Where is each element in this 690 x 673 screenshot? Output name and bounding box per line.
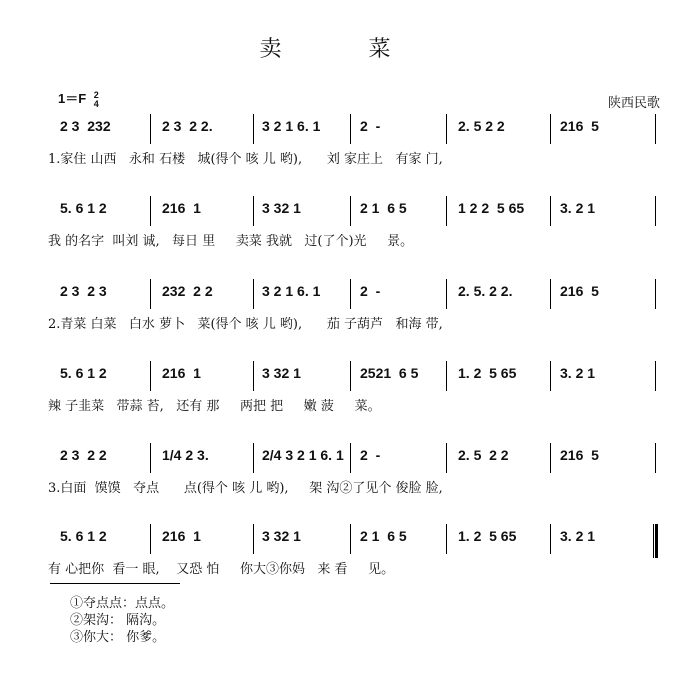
barline: [150, 524, 151, 554]
key-label: 1＝F: [58, 91, 87, 106]
barline: [350, 279, 351, 309]
measure: 3. 2 1: [560, 365, 596, 381]
key-signature: [58, 88, 99, 109]
footnote-1: ①夺点点：点点。: [70, 596, 175, 611]
barline: [150, 196, 151, 226]
barline: [655, 361, 656, 391]
score-system: [0, 283, 690, 353]
score-system: [0, 118, 690, 188]
barline: [446, 114, 447, 144]
barline: [550, 443, 551, 473]
lyrics-row: [0, 558, 690, 580]
measure: 2. 5. 2 2.: [458, 283, 513, 299]
lyric-line: 有 心把你 看一 眼, 又恐 怕 你大③你妈 来 看 见。: [48, 562, 395, 577]
measure: 2 1 6 5: [360, 200, 407, 216]
barline: [253, 524, 254, 554]
measure: 216 5: [560, 283, 599, 299]
footnote-3: ③你大： 你爹。: [70, 630, 166, 645]
footnote-rule: [50, 583, 180, 584]
notation-row: [0, 528, 690, 554]
measure: 2 3 2 2.: [162, 118, 213, 134]
lyric-line: 2.青菜 白菜 白水 萝卜 菜(得个 咳 儿 哟), 茄 子葫芦 和海 带,: [48, 317, 443, 332]
lyrics-row: [0, 477, 690, 499]
lyric-line: 我 的名字 叫刘 诚, 每日 里 卖菜 我就 过(了个)光 景。: [48, 234, 414, 249]
time-signature: [94, 91, 99, 109]
barline: [446, 443, 447, 473]
measure: 3. 2 1: [560, 200, 596, 216]
barline: [253, 443, 254, 473]
measure: 2/4 3 2 1 6. 1: [262, 447, 344, 463]
barline: [446, 524, 447, 554]
measure: 3 32 1: [262, 528, 301, 544]
barline: [253, 361, 254, 391]
notation-row: [0, 447, 690, 473]
notation-row: [0, 365, 690, 391]
measure: 232 2 2: [162, 283, 213, 299]
barline: [350, 361, 351, 391]
footnotes: [70, 595, 174, 646]
barline: [150, 114, 151, 144]
measure: 3. 2 1: [560, 528, 596, 544]
measure: 216 5: [560, 447, 599, 463]
barline: [550, 196, 551, 226]
lyric-line: 1.家住 山西 永和 石楼 城(得个 咳 儿 哟), 刘 家庄上 有家 门,: [48, 152, 443, 167]
measure: 2 -: [360, 118, 381, 134]
meter-bottom: 4: [93, 98, 99, 109]
barline: [350, 524, 351, 554]
measure: 2521 6 5: [360, 365, 419, 381]
measure: 3 32 1: [262, 365, 301, 381]
measure: 3 2 1 6. 1: [262, 118, 321, 134]
lyrics-row: [0, 148, 690, 170]
measure: 2 -: [360, 283, 381, 299]
score-system: [0, 365, 690, 435]
barline: [350, 196, 351, 226]
lyrics-row: [0, 230, 690, 252]
measure: 2. 5 2 2: [458, 447, 509, 463]
barline: [253, 279, 254, 309]
measure: 216 1: [162, 365, 201, 381]
measure: 216 5: [560, 118, 599, 134]
measure: 5. 6 1 2: [60, 528, 107, 544]
barline: [150, 279, 151, 309]
lyric-line: 辣 子韭菜 带蒜 苔, 还有 那 两把 把 嫩 菠 菜。: [48, 399, 381, 414]
measure: 2 3 2 2: [60, 447, 107, 463]
measure: 3 32 1: [262, 200, 301, 216]
composer-credit: 陕西民歌: [607, 96, 660, 111]
barline: [655, 196, 656, 226]
notation-row: [0, 283, 690, 309]
measure: 3 2 1 6. 1: [262, 283, 321, 299]
final-barline: [653, 524, 658, 558]
measure: 5. 6 1 2: [60, 365, 107, 381]
measure: 2 3 2 3: [60, 283, 107, 299]
barline: [253, 114, 254, 144]
barline: [550, 361, 551, 391]
lyric-line: 3.白面 馍馍 夺点 点(得个 咳 儿 哟), 架 沟②了见个 俊脸 脸,: [48, 481, 443, 496]
measure: 1. 2 5 65: [458, 365, 517, 381]
barline: [350, 114, 351, 144]
score-system: [0, 200, 690, 270]
score-system: [0, 447, 690, 517]
measure: 2. 5 2 2: [458, 118, 505, 134]
barline: [150, 361, 151, 391]
score-system: [0, 528, 690, 598]
footnote-2: ②架沟： 隔沟。: [70, 613, 166, 628]
barline: [150, 443, 151, 473]
song-title: 卖 菜: [259, 37, 431, 62]
measure: 216 1: [162, 528, 201, 544]
barline: [550, 114, 551, 144]
barline: [655, 279, 656, 309]
notation-row: [0, 118, 690, 144]
barline: [550, 524, 551, 554]
meter-top: 2: [93, 89, 99, 100]
barline: [446, 196, 447, 226]
barline: [655, 443, 656, 473]
notation-row: [0, 200, 690, 226]
barline: [253, 196, 254, 226]
barline: [550, 279, 551, 309]
measure: 216 1: [162, 200, 201, 216]
lyrics-row: [0, 395, 690, 417]
measure: 5. 6 1 2: [60, 200, 107, 216]
measure: 2 1 6 5: [360, 528, 407, 544]
barline: [350, 443, 351, 473]
measure: 2 -: [360, 447, 381, 463]
barline: [446, 361, 447, 391]
measure: 1/4 2 3.: [162, 447, 209, 463]
measure: 2 3 232: [60, 118, 111, 134]
measure: 1. 2 5 65: [458, 528, 517, 544]
measure: 1 2 2 5 65: [458, 200, 525, 216]
barline: [446, 279, 447, 309]
barline: [655, 114, 656, 144]
lyrics-row: [0, 313, 690, 335]
